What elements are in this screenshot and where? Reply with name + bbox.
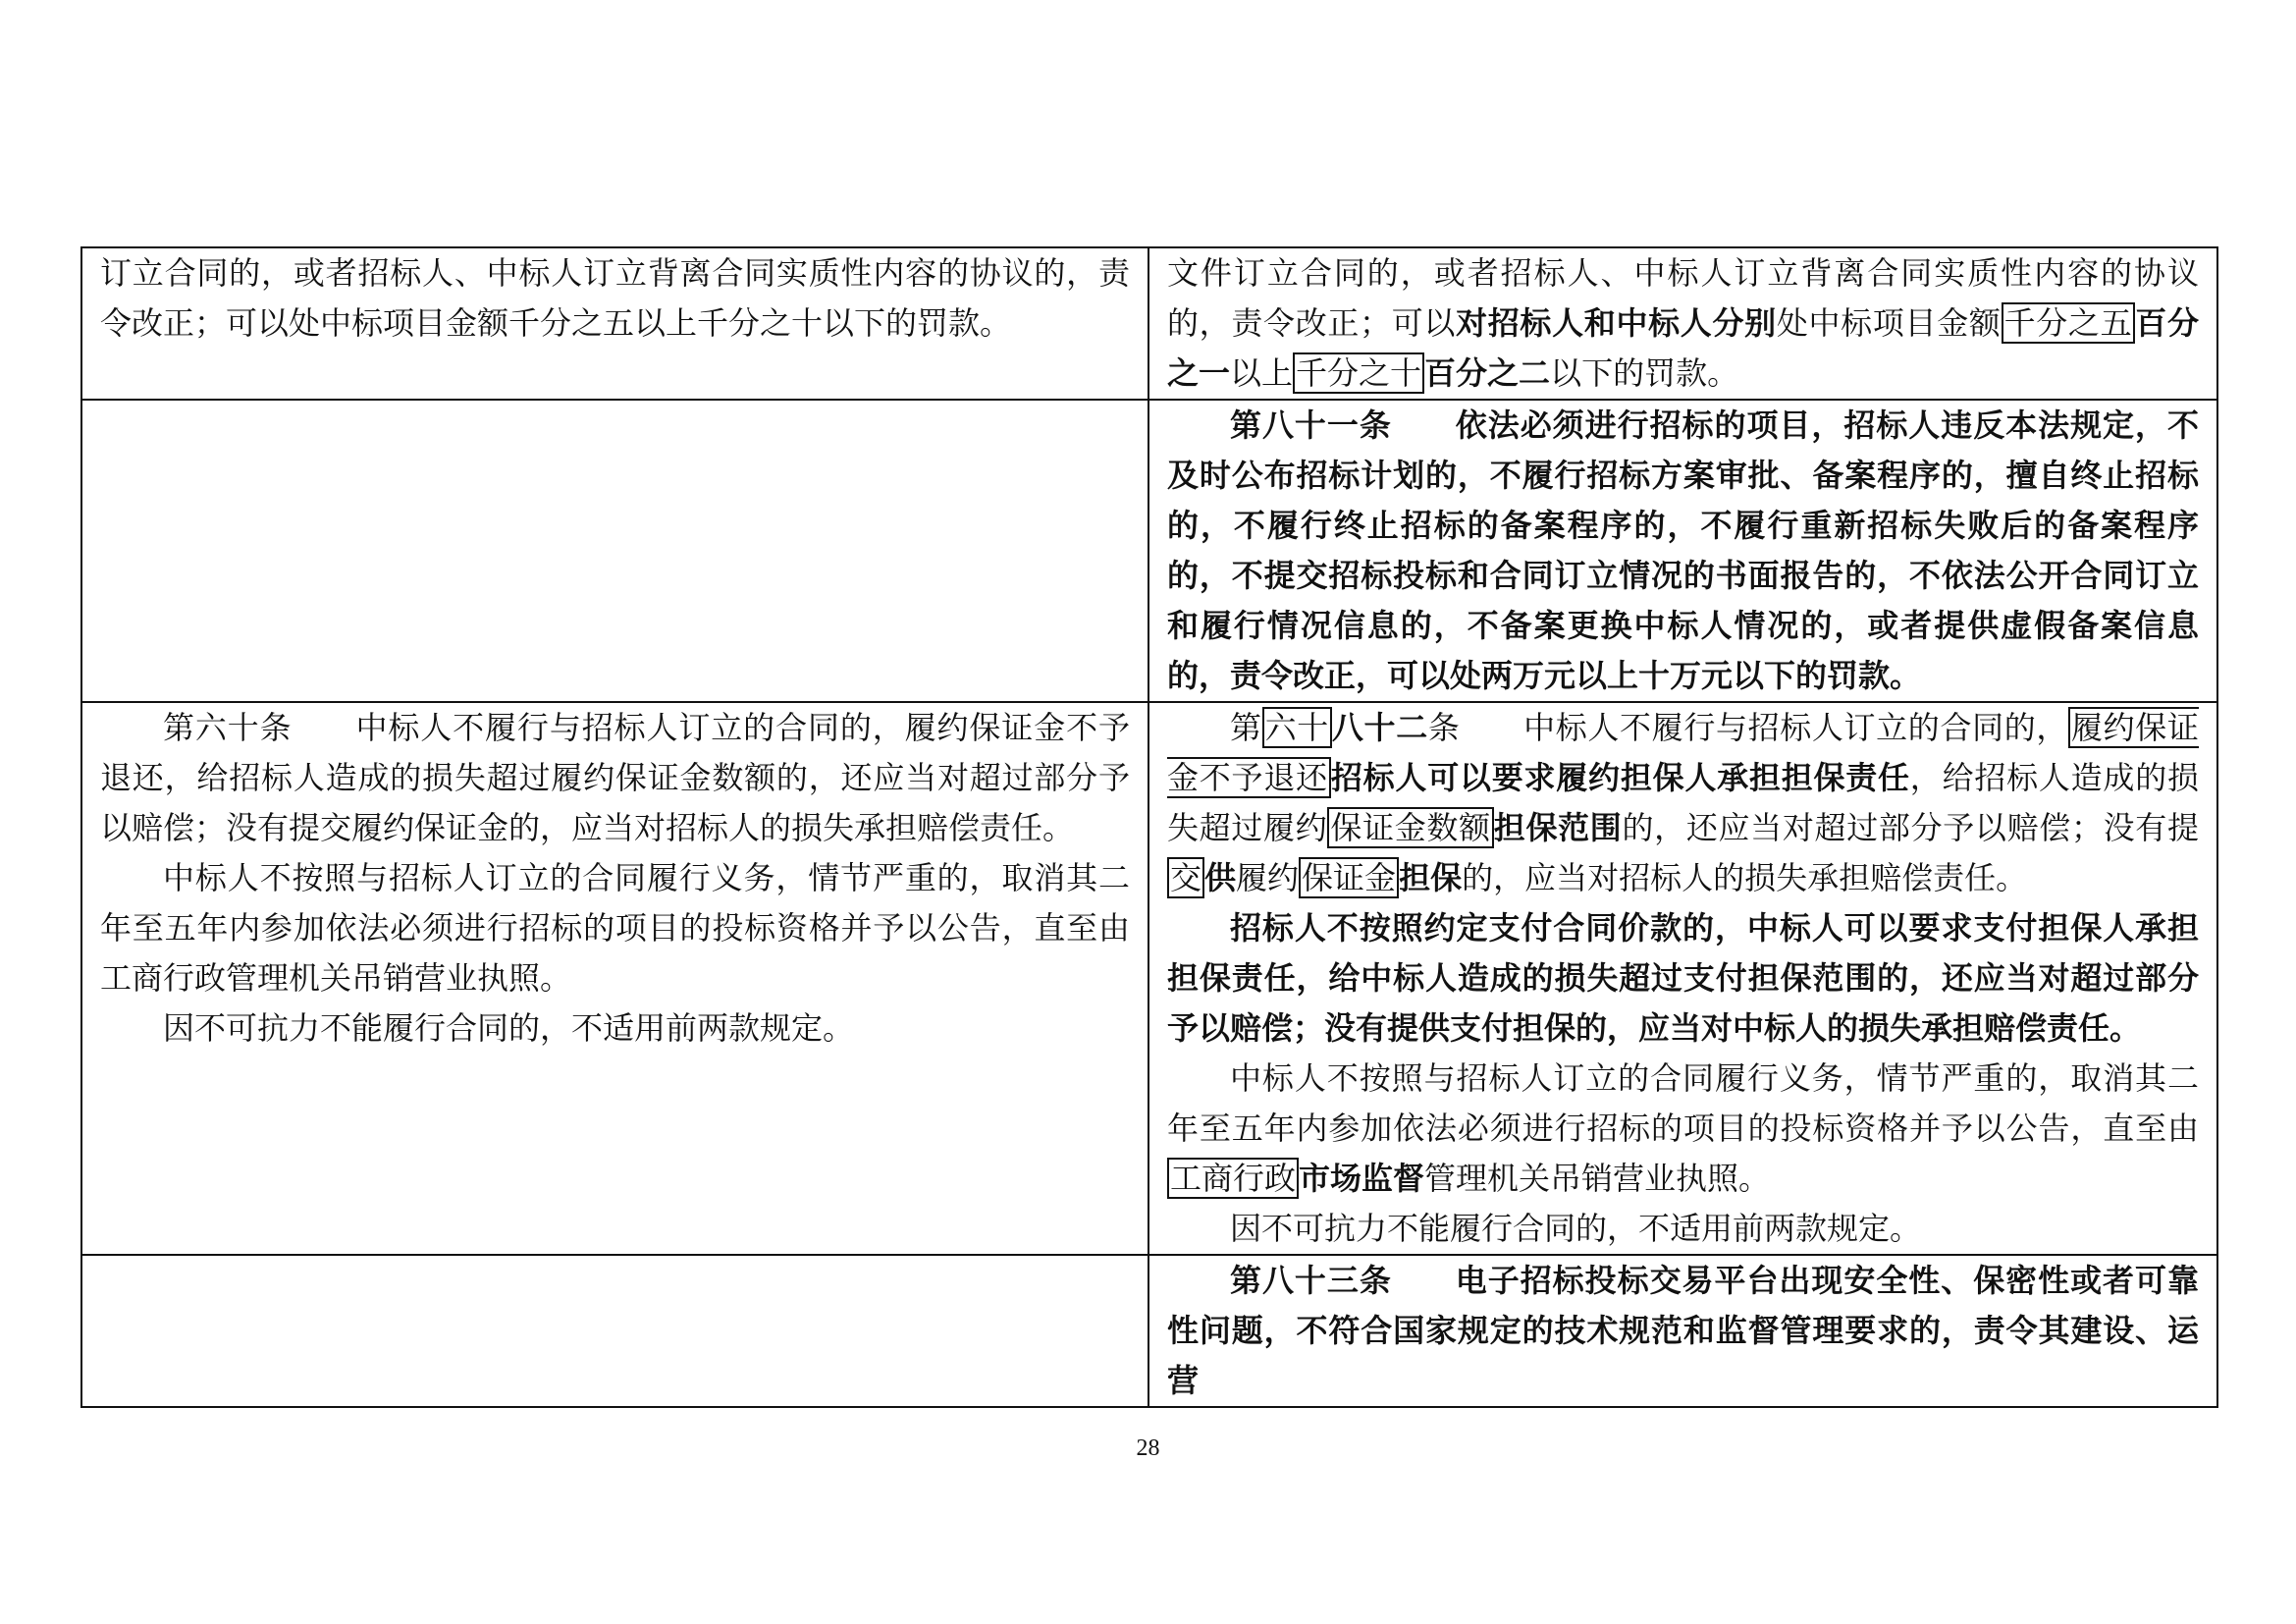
added-text: 担保范围: [1493, 809, 1623, 846]
article-body: 中标人不履行与招标人订立的合同的，履约保证金不予退还，给招标人造成的损失超过履约保证金数额的，还应当对超过部分予以赔偿；没有提交履约保证金的，应当对招标人的损失承担赔偿责任。: [100, 709, 1130, 846]
table-row: [81, 702, 2217, 1255]
page-number: 28: [1136, 1435, 1160, 1461]
article-82-para-3: [1167, 1054, 2199, 1204]
added-text: 对招标人和中标人分别: [1456, 304, 1777, 342]
deleted-text: 交: [1167, 857, 1204, 898]
text-run: 文件订立合同的，或者招标人、中标人订立背离合同实质性内容的协议的，责令改正；可以: [1167, 254, 2199, 342]
text-run: ，给招标人造成的损失超过履约: [1167, 759, 2199, 846]
article-heading: 第六十条: [163, 709, 293, 746]
article-81: [1167, 401, 2199, 701]
deleted-text: 保证金数额: [1327, 807, 1493, 848]
text-run: 条: [1427, 709, 1461, 746]
added-text: 担保: [1399, 859, 1463, 896]
added-text: 八十二: [1331, 709, 1428, 746]
article-82-para-2: 招标人不按照约定支付合同价款的，中标人可以要求支付担保人承担担保责任，给中标人造成的损失超过支付担保范围的，还应当对超过部分予以赔偿；没有提供支付担保的，应当对中标人的损失承担赔偿责任。: [1167, 909, 2199, 1047]
article-60-para-2: 中标人不按照与招标人订立的合同履行义务，情节严重的，取消其二年至五年内参加依法必须进行招标的项目的投标资格并予以公告，直至由工商行政管理机关吊销营业执照。: [100, 859, 1130, 997]
table-row: [81, 1255, 2217, 1407]
deleted-text: 履约保证金不予退还: [1167, 709, 2199, 796]
deleted-text: 六十: [1262, 707, 1332, 748]
article-heading: 第八十一条: [1230, 406, 1392, 444]
deleted-text: 保证金: [1299, 857, 1399, 898]
deleted-text: 千分之五: [2002, 302, 2136, 344]
new-text-cell: [1148, 702, 2217, 1255]
article-60-para-1: [100, 703, 1130, 853]
text-run: 的，还应当对超过部分予以赔偿；没有提: [1622, 809, 2199, 846]
table-row: [81, 247, 2217, 400]
comparison-table: [80, 246, 2218, 1408]
text-run: 以下的罚款。: [1550, 354, 1739, 392]
deleted-text: 千分之十: [1293, 352, 1424, 394]
text-run: 履约: [1236, 859, 1300, 896]
text-run: 管理机关吊销营业执照。: [1424, 1160, 1771, 1197]
new-clause-text: [1167, 248, 2199, 399]
new-text-cell: [1148, 400, 2217, 702]
text-run: 的，应当对招标人的损失承担赔偿责任。: [1462, 859, 2028, 896]
text-run: 中标人不按照与招标人订立的合同履行义务，情节严重的，取消其二年至五年内参加依法必须进行招标的项目的投标资格并予以公告，直至由: [1167, 1059, 2199, 1147]
old-text-cell-empty: [81, 400, 1148, 702]
article-82-para-4: 因不可抗力不能履行合同的，不适用前两款规定。: [1230, 1210, 1922, 1247]
article-83: [1167, 1256, 2199, 1406]
table-row: [81, 400, 2217, 702]
added-text: 市场监督: [1299, 1160, 1425, 1197]
text-run: 以上: [1230, 354, 1294, 392]
article-60-para-3: 因不可抗力不能履行合同的，不适用前两款规定。: [163, 1009, 855, 1047]
added-text: 供: [1204, 859, 1237, 896]
added-text: 招标人可以要求履约担保人承担担保责任: [1330, 759, 1910, 796]
text-run: 第: [1230, 709, 1262, 746]
old-text-cell: [81, 247, 1148, 400]
old-text-cell-empty: [81, 1255, 1148, 1407]
article-heading: 第八十三条: [1230, 1262, 1392, 1299]
text-run: 处中标项目金额: [1776, 304, 2002, 342]
article-body: 依法必须进行招标的项目，招标人违反本法规定，不及时公布招标计划的，不履行招标方案审批、备案程序的，擅自终止招标的，不履行终止招标的备案程序的，不履行重新招标失败后的备案程序的，不提交招标投标和合同订立情况的书面报告的，不依法公开合同订立和履行情况信息的，不备案更换中标人情况的，或者提供虚假备案信息的，责令改正，可以处两万元以上十万元以下的罚款。: [1167, 406, 2199, 694]
new-text-cell: [1148, 247, 2217, 400]
added-text: 百分之一: [1167, 304, 2199, 392]
article-body: 电子招标投标交易平台出现安全性、保密性或者可靠性问题，不符合国家规定的技术规范和监督管理要求的，责令其建设、运营: [1167, 1262, 2199, 1399]
old-clause-text: 订立合同的，或者招标人、中标人订立背离合同实质性内容的协议的，责令改正；可以处中标项目金额千分之五以上千分之十以下的罚款。: [100, 254, 1130, 342]
article-82-para-1: [1167, 703, 2199, 903]
new-text-cell: [1148, 1255, 2217, 1407]
added-text: 百分之二: [1424, 354, 1551, 392]
text-run: 中标人不履行与招标人订立的合同的，: [1522, 709, 2068, 746]
old-text-cell: [81, 702, 1148, 1255]
deleted-text: 工商行政: [1167, 1158, 1299, 1199]
